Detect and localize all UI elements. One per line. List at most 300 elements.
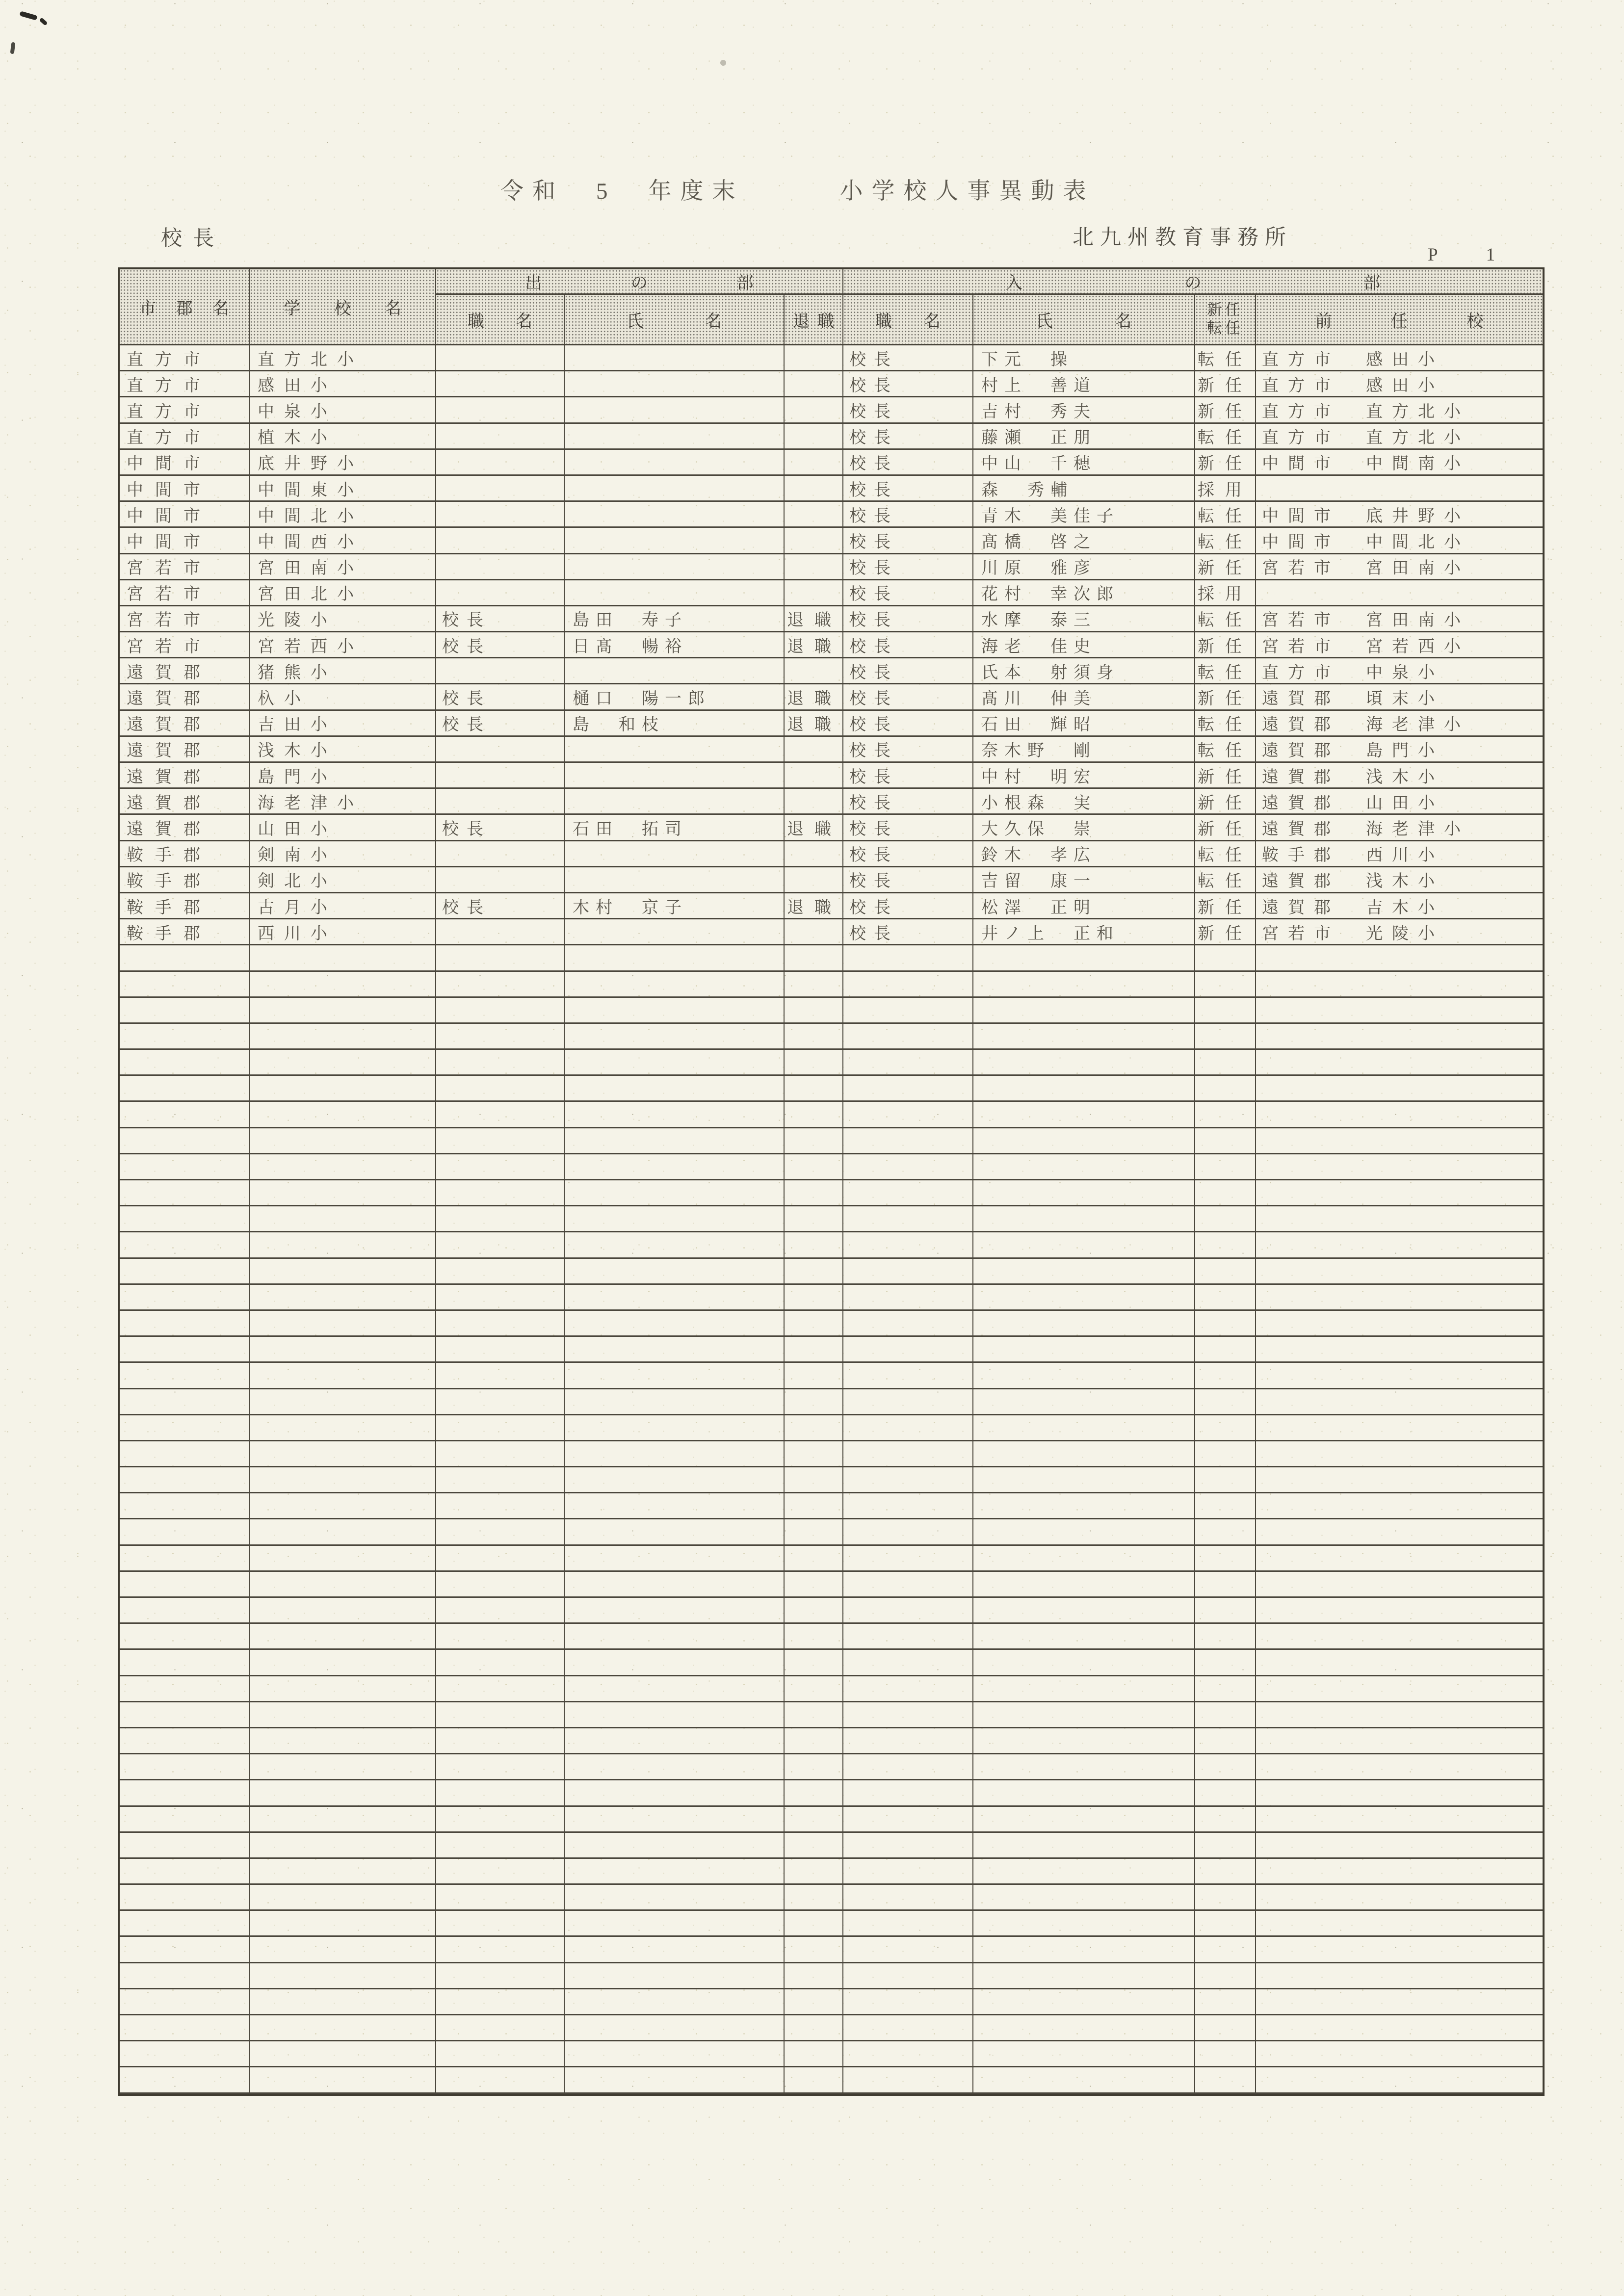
cell-out-role <box>436 1024 565 1050</box>
cell-in-role: 校長 <box>843 397 973 423</box>
cell-city: 直方市 <box>120 397 250 423</box>
cell-out-role <box>436 1937 565 1963</box>
cell-out-retire <box>785 998 843 1024</box>
cell-out-role <box>436 998 565 1024</box>
header-group-outgoing: 出 の 部 <box>436 269 843 295</box>
cell-out-retire <box>785 502 843 528</box>
cell-prev-school <box>1256 1493 1543 1519</box>
cell-school: 猪熊小 <box>250 658 436 684</box>
scan-artifact <box>10 42 16 54</box>
cell-school: 植木小 <box>250 424 436 450</box>
cell-out-role <box>436 1598 565 1624</box>
cell-school <box>250 2041 436 2067</box>
cell-out-role <box>436 1572 565 1598</box>
cell-out-role: 校長 <box>436 815 565 841</box>
cell-out-retire <box>785 1363 843 1389</box>
cell-city <box>120 1206 250 1232</box>
cell-school: 中間西小 <box>250 528 436 554</box>
cell-prev-school <box>1256 1937 1543 1963</box>
cell-in-status <box>1195 1519 1256 1545</box>
cell-city: 中間市 <box>120 502 250 528</box>
cell-in-status <box>1195 1963 1256 1989</box>
cell-in-role <box>843 1807 973 1833</box>
cell-out-role <box>436 1780 565 1806</box>
cell-out-retire <box>785 1833 843 1859</box>
cell-prev-school <box>1256 1076 1543 1102</box>
cell-prev-school <box>1256 1780 1543 1806</box>
cell-city <box>120 1493 250 1519</box>
cell-school: 浅木小 <box>250 737 436 763</box>
cell-in-status: 新任 <box>1195 554 1256 580</box>
cell-prev-school <box>1256 1389 1543 1415</box>
cell-city: 宮若市 <box>120 580 250 606</box>
header-prev-school: 前 任 校 <box>1256 295 1543 345</box>
cell-out-name <box>565 1206 785 1232</box>
cell-in-role <box>843 1180 973 1206</box>
cell-prev-school <box>1256 1989 1543 2015</box>
cell-in-status <box>1195 2041 1256 2067</box>
cell-in-role <box>843 1493 973 1519</box>
cell-out-role <box>436 1180 565 1206</box>
cell-in-name <box>973 1546 1195 1572</box>
cell-in-name: 中山 千穂 <box>973 450 1195 476</box>
cell-in-name: 下元 操 <box>973 345 1195 371</box>
cell-in-name: 鈴木 孝広 <box>973 841 1195 867</box>
cell-prev-school: 直方市 直方北小 <box>1256 424 1543 450</box>
cell-prev-school <box>1256 1963 1543 1989</box>
cell-in-role: 校長 <box>843 528 973 554</box>
cell-prev-school <box>1256 2041 1543 2067</box>
cell-out-role <box>436 919 565 945</box>
header-out-name: 氏 名 <box>565 295 785 345</box>
cell-out-name <box>565 1285 785 1311</box>
cell-prev-school: 遠賀郡 吉木小 <box>1256 893 1543 919</box>
cell-out-name <box>565 1546 785 1572</box>
cell-in-name <box>973 1702 1195 1728</box>
cell-city <box>120 1285 250 1311</box>
cell-out-name <box>565 841 785 867</box>
cell-in-role <box>843 1572 973 1598</box>
cell-city: 鞍手郡 <box>120 841 250 867</box>
cell-out-role <box>436 1415 565 1441</box>
cell-out-retire <box>785 1311 843 1337</box>
cell-in-status <box>1195 1911 1256 1937</box>
cell-city <box>120 1754 250 1780</box>
cell-city <box>120 1833 250 1859</box>
cell-out-name <box>565 1754 785 1780</box>
cell-in-role: 校長 <box>843 763 973 789</box>
cell-out-retire <box>785 1728 843 1754</box>
cell-school <box>250 2015 436 2041</box>
cell-out-name <box>565 1102 785 1128</box>
cell-city: 宮若市 <box>120 606 250 632</box>
cell-out-retire <box>785 1989 843 2015</box>
cell-in-name <box>973 1311 1195 1337</box>
cell-prev-school <box>1256 1572 1543 1598</box>
cell-prev-school <box>1256 1285 1543 1311</box>
cell-out-role <box>436 1363 565 1389</box>
cell-in-status: 新任 <box>1195 632 1256 658</box>
cell-in-role <box>843 1441 973 1467</box>
cell-in-status: 採用 <box>1195 580 1256 606</box>
cell-out-name <box>565 476 785 502</box>
cell-in-name: 髙橋 啓之 <box>973 528 1195 554</box>
cell-school <box>250 1311 436 1337</box>
cell-school <box>250 1467 436 1493</box>
cell-in-name <box>973 1259 1195 1285</box>
cell-in-role <box>843 1337 973 1363</box>
cell-in-name <box>973 2067 1195 2093</box>
cell-prev-school <box>1256 1415 1543 1441</box>
cell-in-role <box>843 1624 973 1650</box>
cell-out-name <box>565 1024 785 1050</box>
cell-city <box>120 1076 250 1102</box>
cell-in-status: 転任 <box>1195 424 1256 450</box>
cell-school <box>250 1389 436 1415</box>
cell-in-role: 校長 <box>843 658 973 684</box>
cell-school: 海老津小 <box>250 789 436 815</box>
cell-in-name <box>973 1572 1195 1598</box>
cell-school <box>250 1128 436 1154</box>
cell-school <box>250 1859 436 1885</box>
cell-out-role <box>436 841 565 867</box>
cell-city <box>120 1024 250 1050</box>
cell-out-role <box>436 1206 565 1232</box>
cell-in-role <box>843 1859 973 1885</box>
cell-in-name <box>973 1833 1195 1859</box>
cell-out-role: 校長 <box>436 684 565 710</box>
cell-out-retire <box>785 371 843 397</box>
cell-city: 遠賀郡 <box>120 763 250 789</box>
cell-in-role <box>843 1128 973 1154</box>
header-group-incoming: 入 の 部 <box>843 269 1543 295</box>
cell-out-retire <box>785 1050 843 1076</box>
cell-in-status: 新任 <box>1195 815 1256 841</box>
header-school: 学 校 名 <box>250 269 436 345</box>
cell-out-retire <box>785 580 843 606</box>
cell-school <box>250 1963 436 1989</box>
cell-out-role <box>436 1833 565 1859</box>
cell-school <box>250 1050 436 1076</box>
cell-prev-school <box>1256 2067 1543 2093</box>
cell-school <box>250 1232 436 1258</box>
cell-out-role <box>436 1128 565 1154</box>
cell-out-role <box>436 789 565 815</box>
page-number-value: 1 <box>1486 245 1495 265</box>
cell-in-role <box>843 1728 973 1754</box>
header-city: 市 郡 名 <box>120 269 250 345</box>
header-in-name: 氏 名 <box>973 295 1195 345</box>
cell-out-retire <box>785 1024 843 1050</box>
cell-in-status <box>1195 1833 1256 1859</box>
cell-in-status <box>1195 1154 1256 1180</box>
cell-prev-school: 鞍手郡 西川小 <box>1256 841 1543 867</box>
cell-prev-school <box>1256 1337 1543 1363</box>
cell-city: 宮若市 <box>120 632 250 658</box>
cell-out-retire <box>785 1285 843 1311</box>
cell-prev-school <box>1256 1859 1543 1885</box>
cell-out-name <box>565 424 785 450</box>
cell-out-name <box>565 1050 785 1076</box>
cell-school <box>250 1102 436 1128</box>
cell-in-name <box>973 1180 1195 1206</box>
cell-out-name <box>565 763 785 789</box>
cell-out-role <box>436 1885 565 1911</box>
cell-prev-school <box>1256 1467 1543 1493</box>
cell-out-role <box>436 1963 565 1989</box>
cell-out-name: 木村 京子 <box>565 893 785 919</box>
cell-out-retire <box>785 1676 843 1702</box>
cell-in-status: 新任 <box>1195 684 1256 710</box>
cell-city <box>120 945 250 971</box>
cell-out-role <box>436 1728 565 1754</box>
cell-in-role <box>843 1833 973 1859</box>
cell-city <box>120 1259 250 1285</box>
cell-in-role <box>843 1780 973 1806</box>
cell-out-retire: 退職 <box>785 684 843 710</box>
cell-out-role <box>436 371 565 397</box>
cell-in-role: 校長 <box>843 684 973 710</box>
cell-in-status: 新任 <box>1195 919 1256 945</box>
cell-school <box>250 1259 436 1285</box>
cell-in-name <box>973 1389 1195 1415</box>
cell-out-retire <box>785 424 843 450</box>
cell-out-retire <box>785 972 843 998</box>
cell-prev-school: 直方市 感田小 <box>1256 371 1543 397</box>
cell-prev-school <box>1256 1676 1543 1702</box>
cell-in-status <box>1195 945 1256 971</box>
cell-in-role: 校長 <box>843 606 973 632</box>
cell-in-role <box>843 1363 973 1389</box>
scan-artifact <box>19 11 37 21</box>
cell-in-name: 氏本 射須身 <box>973 658 1195 684</box>
cell-in-status: 転任 <box>1195 867 1256 893</box>
cell-out-role: 校長 <box>436 711 565 737</box>
cell-out-role <box>436 1259 565 1285</box>
cell-prev-school <box>1256 1363 1543 1389</box>
cell-out-role <box>436 528 565 554</box>
cell-in-role <box>843 1259 973 1285</box>
cell-out-retire <box>785 1937 843 1963</box>
cell-school <box>250 1572 436 1598</box>
cell-out-role <box>436 1859 565 1885</box>
cell-out-role <box>436 1154 565 1180</box>
cell-city <box>120 2067 250 2093</box>
cell-out-name <box>565 1911 785 1937</box>
cell-out-role <box>436 345 565 371</box>
cell-out-name <box>565 1076 785 1102</box>
cell-school <box>250 1728 436 1754</box>
cell-in-name <box>973 1102 1195 1128</box>
cell-school <box>250 1598 436 1624</box>
cell-city: 遠賀郡 <box>120 815 250 841</box>
cell-city <box>120 1050 250 1076</box>
cell-in-role: 校長 <box>843 554 973 580</box>
cell-in-name <box>973 972 1195 998</box>
cell-out-name <box>565 1441 785 1467</box>
cell-in-name: 水摩 泰三 <box>973 606 1195 632</box>
cell-school: 感田小 <box>250 371 436 397</box>
cell-city <box>120 1937 250 1963</box>
cell-prev-school <box>1256 1911 1543 1937</box>
cell-school <box>250 998 436 1024</box>
cell-in-name <box>973 1598 1195 1624</box>
cell-in-name: 小根森 実 <box>973 789 1195 815</box>
cell-out-role <box>436 1441 565 1467</box>
cell-in-role <box>843 1676 973 1702</box>
cell-out-name: 島 和枝 <box>565 711 785 737</box>
cell-prev-school: 宮若市 光陵小 <box>1256 919 1543 945</box>
cell-city <box>120 1389 250 1415</box>
cell-school <box>250 1441 436 1467</box>
cell-in-name <box>973 1650 1195 1676</box>
cell-out-retire <box>785 2041 843 2067</box>
cell-in-status <box>1195 1728 1256 1754</box>
cell-out-name <box>565 1937 785 1963</box>
cell-in-status: 転任 <box>1195 528 1256 554</box>
cell-in-role: 校長 <box>843 789 973 815</box>
cell-in-role: 校長 <box>843 345 973 371</box>
cell-in-name: 花村 幸次郎 <box>973 580 1195 606</box>
cell-in-status: 転任 <box>1195 658 1256 684</box>
cell-prev-school: 遠賀郡 頃末小 <box>1256 684 1543 710</box>
cell-out-retire: 退職 <box>785 815 843 841</box>
cell-in-role <box>843 1702 973 1728</box>
cell-in-status <box>1195 1493 1256 1519</box>
cell-out-name <box>565 554 785 580</box>
cell-in-name <box>973 1885 1195 1911</box>
cell-out-role <box>436 1232 565 1258</box>
cell-out-role <box>436 972 565 998</box>
cell-city <box>120 1702 250 1728</box>
cell-prev-school <box>1256 945 1543 971</box>
cell-out-retire <box>785 1154 843 1180</box>
cell-out-name <box>565 1728 785 1754</box>
cell-city <box>120 1441 250 1467</box>
cell-prev-school <box>1256 1232 1543 1258</box>
cell-in-name: 吉留 康一 <box>973 867 1195 893</box>
cell-prev-school <box>1256 1624 1543 1650</box>
cell-in-status <box>1195 1232 1256 1258</box>
cell-city <box>120 1180 250 1206</box>
cell-city <box>120 2015 250 2041</box>
cell-in-status: 新任 <box>1195 893 1256 919</box>
cell-school: 古月小 <box>250 893 436 919</box>
cell-out-role <box>436 2041 565 2067</box>
cell-out-role <box>436 1076 565 1102</box>
cell-out-name <box>565 998 785 1024</box>
cell-in-status <box>1195 1180 1256 1206</box>
cell-out-name <box>565 1624 785 1650</box>
cell-in-name <box>973 1493 1195 1519</box>
cell-out-retire <box>785 658 843 684</box>
cell-prev-school: 宮若市 宮田南小 <box>1256 554 1543 580</box>
cell-in-role: 校長 <box>843 841 973 867</box>
cell-in-status <box>1195 1024 1256 1050</box>
cell-out-name: 樋口 陽一郎 <box>565 684 785 710</box>
header-in-role: 職 名 <box>843 295 973 345</box>
cell-out-retire <box>785 737 843 763</box>
cell-out-role <box>436 1911 565 1937</box>
cell-in-status <box>1195 1128 1256 1154</box>
cell-in-name <box>973 1963 1195 1989</box>
cell-in-role: 校長 <box>843 919 973 945</box>
cell-in-name <box>973 1128 1195 1154</box>
cell-in-name <box>973 1519 1195 1545</box>
cell-school: 直方北小 <box>250 345 436 371</box>
cell-in-status <box>1195 1206 1256 1232</box>
cell-school <box>250 1650 436 1676</box>
cell-city <box>120 1780 250 1806</box>
cell-out-name <box>565 737 785 763</box>
cell-school <box>250 1989 436 2015</box>
cell-prev-school <box>1256 1546 1543 1572</box>
cell-in-status <box>1195 1259 1256 1285</box>
cell-out-retire <box>785 1493 843 1519</box>
cell-city <box>120 1963 250 1989</box>
cell-prev-school: 宮若市 宮若西小 <box>1256 632 1543 658</box>
cell-school <box>250 1807 436 1833</box>
cell-in-role: 校長 <box>843 424 973 450</box>
cell-in-role <box>843 1467 973 1493</box>
cell-in-role <box>843 945 973 971</box>
cell-school: 剣北小 <box>250 867 436 893</box>
cell-in-name: 井ノ上 正和 <box>973 919 1195 945</box>
cell-out-role <box>436 2067 565 2093</box>
cell-out-retire <box>785 841 843 867</box>
cell-in-role <box>843 1937 973 1963</box>
cell-out-retire <box>785 476 843 502</box>
cell-out-retire <box>785 1754 843 1780</box>
cell-prev-school <box>1256 1807 1543 1833</box>
page-number-label: P <box>1428 245 1438 265</box>
cell-in-role <box>843 1154 973 1180</box>
cell-in-status <box>1195 1337 1256 1363</box>
cell-city <box>120 1232 250 1258</box>
cell-out-name <box>565 1415 785 1441</box>
cell-school <box>250 2067 436 2093</box>
cell-city <box>120 1624 250 1650</box>
cell-in-name <box>973 1676 1195 1702</box>
cell-city: 直方市 <box>120 371 250 397</box>
cell-prev-school <box>1256 972 1543 998</box>
cell-in-status: 転任 <box>1195 606 1256 632</box>
cell-out-name <box>565 1128 785 1154</box>
cell-in-role: 校長 <box>843 450 973 476</box>
cell-out-retire <box>785 1546 843 1572</box>
cell-in-status <box>1195 1754 1256 1780</box>
cell-in-role <box>843 2067 973 2093</box>
cell-in-role <box>843 1285 973 1311</box>
cell-out-name <box>565 789 785 815</box>
cell-in-role <box>843 1206 973 1232</box>
cell-in-role: 校長 <box>843 893 973 919</box>
cell-in-role <box>843 998 973 1024</box>
cell-out-name <box>565 1963 785 1989</box>
cell-out-name <box>565 972 785 998</box>
cell-in-role <box>843 1519 973 1545</box>
cell-out-retire <box>785 1076 843 1102</box>
cell-out-role <box>436 1389 565 1415</box>
cell-city: 直方市 <box>120 424 250 450</box>
cell-city <box>120 1154 250 1180</box>
cell-school: 宮田北小 <box>250 580 436 606</box>
cell-prev-school: 遠賀郡 浅木小 <box>1256 867 1543 893</box>
cell-school <box>250 1363 436 1389</box>
cell-prev-school <box>1256 1311 1543 1337</box>
cell-in-name <box>973 1467 1195 1493</box>
page-number <box>1428 244 1495 265</box>
